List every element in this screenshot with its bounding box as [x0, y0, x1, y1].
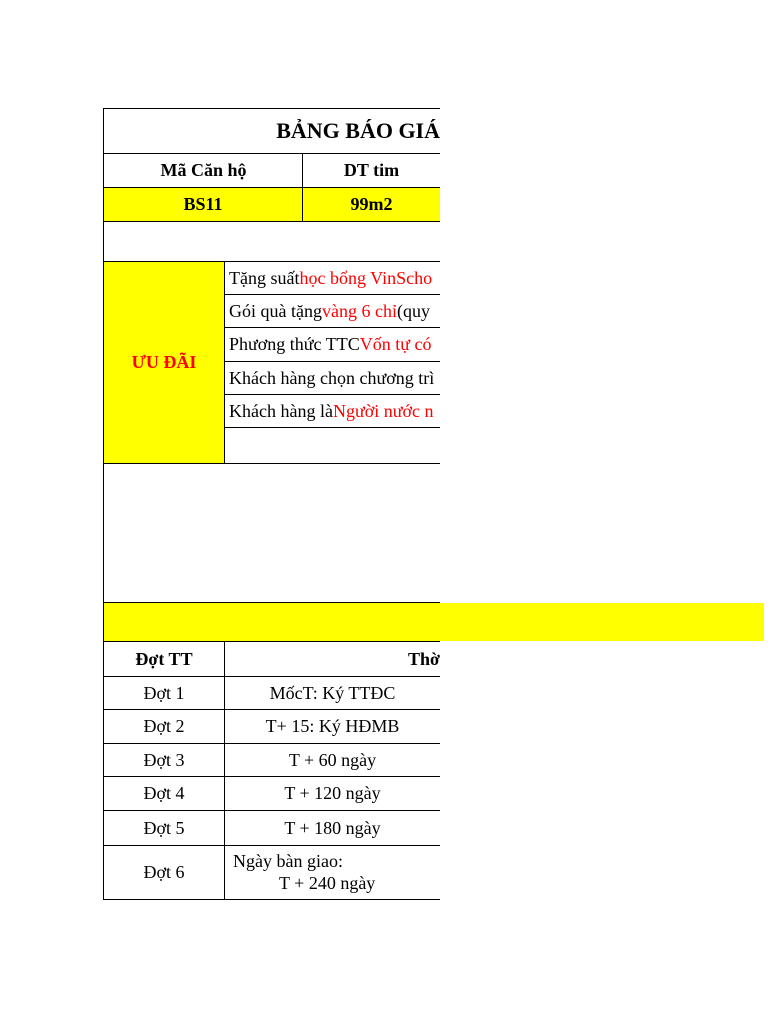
schedule-stage: Đợt 3 [143, 749, 185, 770]
uu-dai-item [225, 262, 440, 294]
uu-dai-item-highlight: Người nước n [332, 400, 434, 421]
sheet-title: BẢNG BÁO GIÁ [276, 118, 440, 143]
divider [103, 221, 440, 222]
uu-dai-item-highlight: học bổng VinScho [299, 267, 433, 288]
header-area: DT tim [343, 160, 400, 180]
header-apartment-code: Mã Căn hộ [160, 160, 247, 180]
uu-dai-item [225, 295, 440, 327]
divider [224, 427, 440, 428]
unit-area: 99m2 [303, 188, 440, 221]
uu-dai-label: ƯU ĐÃI [104, 262, 224, 463]
schedule-stage: Đợt 6 [143, 862, 185, 882]
uu-dai-item-text: Phương thức TTC [229, 334, 360, 354]
schedule-time: T + 60 ngày [288, 749, 377, 770]
uu-dai-item-highlight: Vốn tự có [359, 334, 432, 354]
uu-dai-item-text: Khách hàng chọn chương trì [229, 367, 435, 388]
schedule-header-stage: Đợt TT [135, 648, 193, 669]
uu-dai-item [225, 395, 440, 427]
schedule-stage: Đợt 4 [143, 783, 185, 803]
schedule-time-line2: T + 240 ngày [279, 872, 376, 893]
uu-dai-item [225, 362, 440, 394]
schedule-time: T+ 15: Ký HĐMB [265, 716, 400, 736]
divider [103, 602, 440, 603]
divider [103, 602, 104, 642]
schedule-header-time: Thờ [408, 648, 440, 669]
uu-dai-item-suffix: (quy [396, 300, 430, 321]
divider [103, 899, 440, 900]
uu-dai-item-highlight: vàng 6 chỉ [321, 300, 397, 321]
uu-dai-item-text: Gói quà tặng [229, 300, 322, 321]
uu-dai-item [225, 328, 440, 361]
schedule-stage: Đợt 5 [143, 817, 185, 838]
yellow-band [104, 603, 764, 641]
unit-code: BS11 [104, 188, 302, 221]
schedule-time: MốcT: Ký TTĐC [269, 682, 396, 703]
uu-dai-item-text: Tặng suất [229, 267, 300, 288]
schedule-stage: Đợt 1 [143, 682, 185, 703]
uu-dai-item-text: Khách hàng là [229, 400, 333, 421]
schedule-time: T + 120 ngày [284, 783, 381, 803]
schedule-time: T + 180 ngày [284, 817, 381, 838]
divider [103, 463, 440, 464]
schedule-time-line1: Ngày bàn giao: [233, 850, 343, 871]
schedule-stage: Đợt 2 [143, 716, 185, 736]
